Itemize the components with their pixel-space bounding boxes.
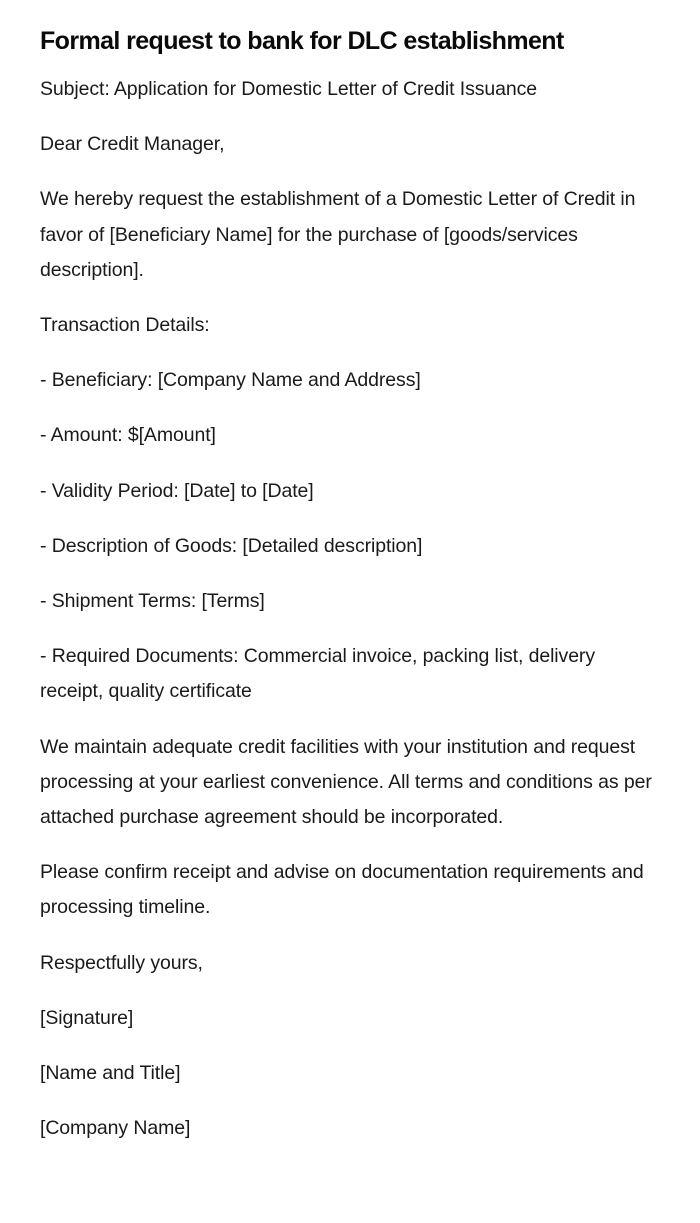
document-title: Formal request to bank for DLC establishment: [40, 27, 564, 55]
detail-shipment-terms: - Shipment Terms: [Terms]: [40, 590, 265, 613]
salutation: Dear Credit Manager,: [40, 133, 225, 156]
detail-amount: - Amount: $[Amount]: [40, 424, 216, 447]
signature-placeholder: [Signature]: [40, 1006, 134, 1029]
detail-validity-period: - Validity Period: [Date] to [Date]: [40, 479, 314, 502]
detail-description-of-goods: - Description of Goods: [Detailed description]: [40, 534, 423, 557]
company-name-placeholder: [Company Name]: [40, 1117, 191, 1140]
confirmation-request-paragraph: Please confirm receipt and advise on documentation requirements and processing timeline.: [40, 861, 644, 919]
closing: Respectfully yours,: [40, 951, 203, 974]
credit-facilities-paragraph: We maintain adequate credit facilities with your institution and request processing at your earliest convenience. All terms and conditions as per attached purchase agreement should be incorporated.: [40, 735, 652, 829]
subject-line: Subject: Application for Domestic Letter of Credit Issuance: [40, 78, 538, 100]
detail-beneficiary: - Beneficiary: [Company Name and Address]: [40, 369, 421, 392]
intro-paragraph: We hereby request the establishment of a Domestic Letter of Credit in favor of [Beneficiary Name] for the purchase of [goods/services description].: [40, 188, 636, 281]
transaction-details-heading: Transaction Details:: [40, 314, 210, 337]
name-title-placeholder: [Name and Title]: [40, 1062, 181, 1085]
detail-required-documents: - Required Documents: Commercial invoice, packing list, delivery receipt, quality certificate: [40, 645, 595, 703]
